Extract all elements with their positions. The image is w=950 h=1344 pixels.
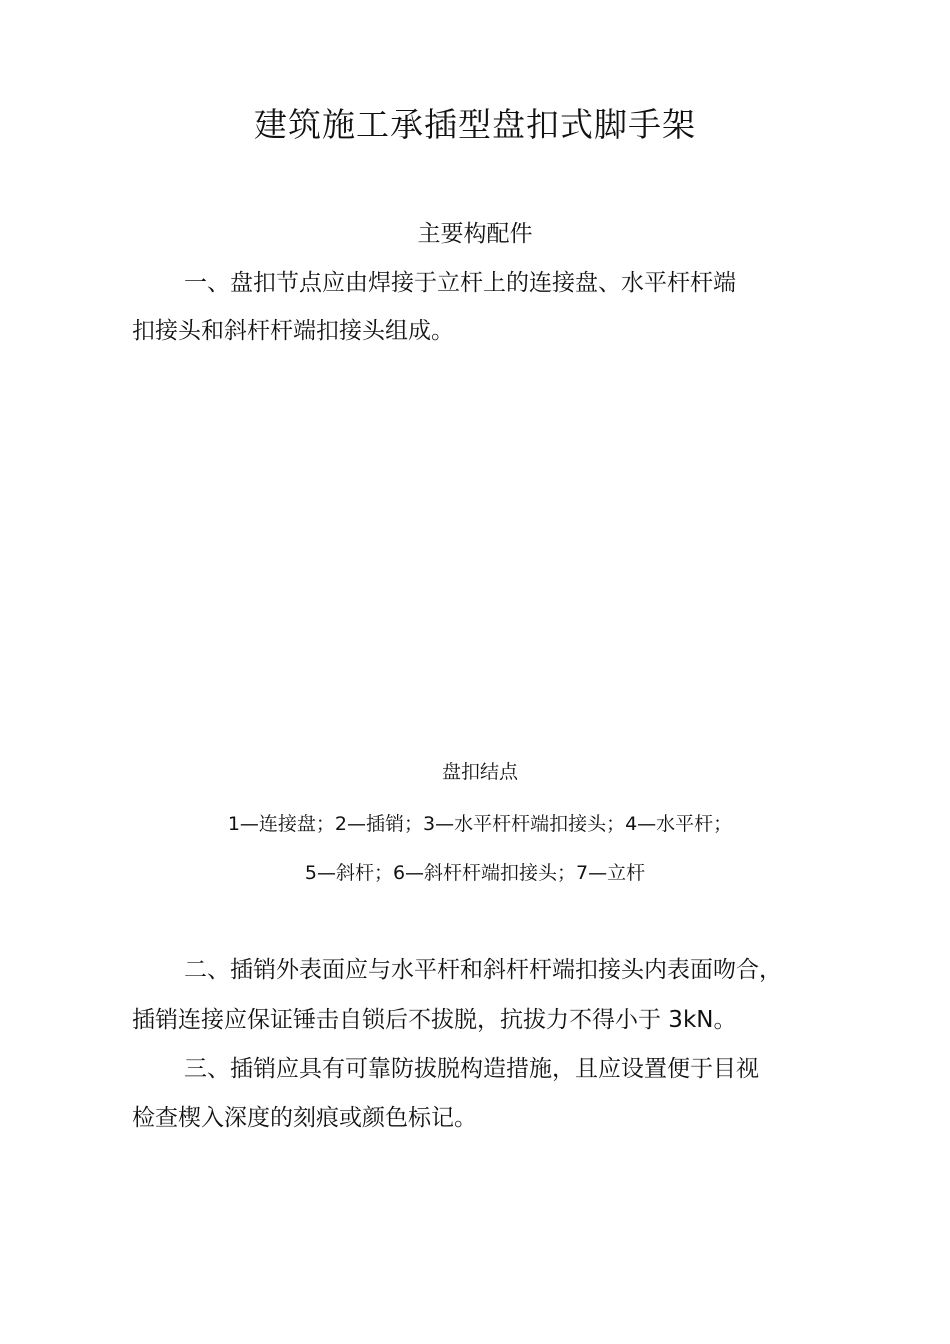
- paragraph-3-line-2: 检查楔入深度的刻痕或颜色标记。: [132, 1105, 477, 1131]
- figure-legend-line-1: 1—连接盘；2—插销；3—水平杆杆端扣接头；4—水平杆；: [227, 813, 733, 835]
- page-title: 建筑施工承插型盘扣式脚手架: [254, 105, 696, 144]
- paragraph-3-line-1: 三、插销应具有可靠防拔脱构造措施，且应设置便于目视: [184, 1056, 759, 1082]
- paragraph-1-line-2: 扣接头和斜杆杆端扣接头组成。: [132, 318, 454, 344]
- figure-legend-line-2: 5—斜杆；6—斜杆杆端扣接头；7—立杆: [304, 862, 646, 884]
- section-heading: 主要构配件: [417, 221, 533, 247]
- figure-caption: 盘扣结点: [441, 761, 518, 783]
- paragraph-1-line-1: 一、盘扣节点应由焊接于立杆上的连接盘、水平杆杆端: [184, 270, 736, 296]
- paragraph-2-line-1: 二、插销外表面应与水平杆和斜杆杆端扣接头内表面吻合，: [184, 957, 782, 983]
- paragraph-2-line-2: 插销连接应保证锤击自锁后不拔脱，抗拔力不得小于 3kN。: [132, 1007, 737, 1033]
- figure-area: [132, 360, 822, 750]
